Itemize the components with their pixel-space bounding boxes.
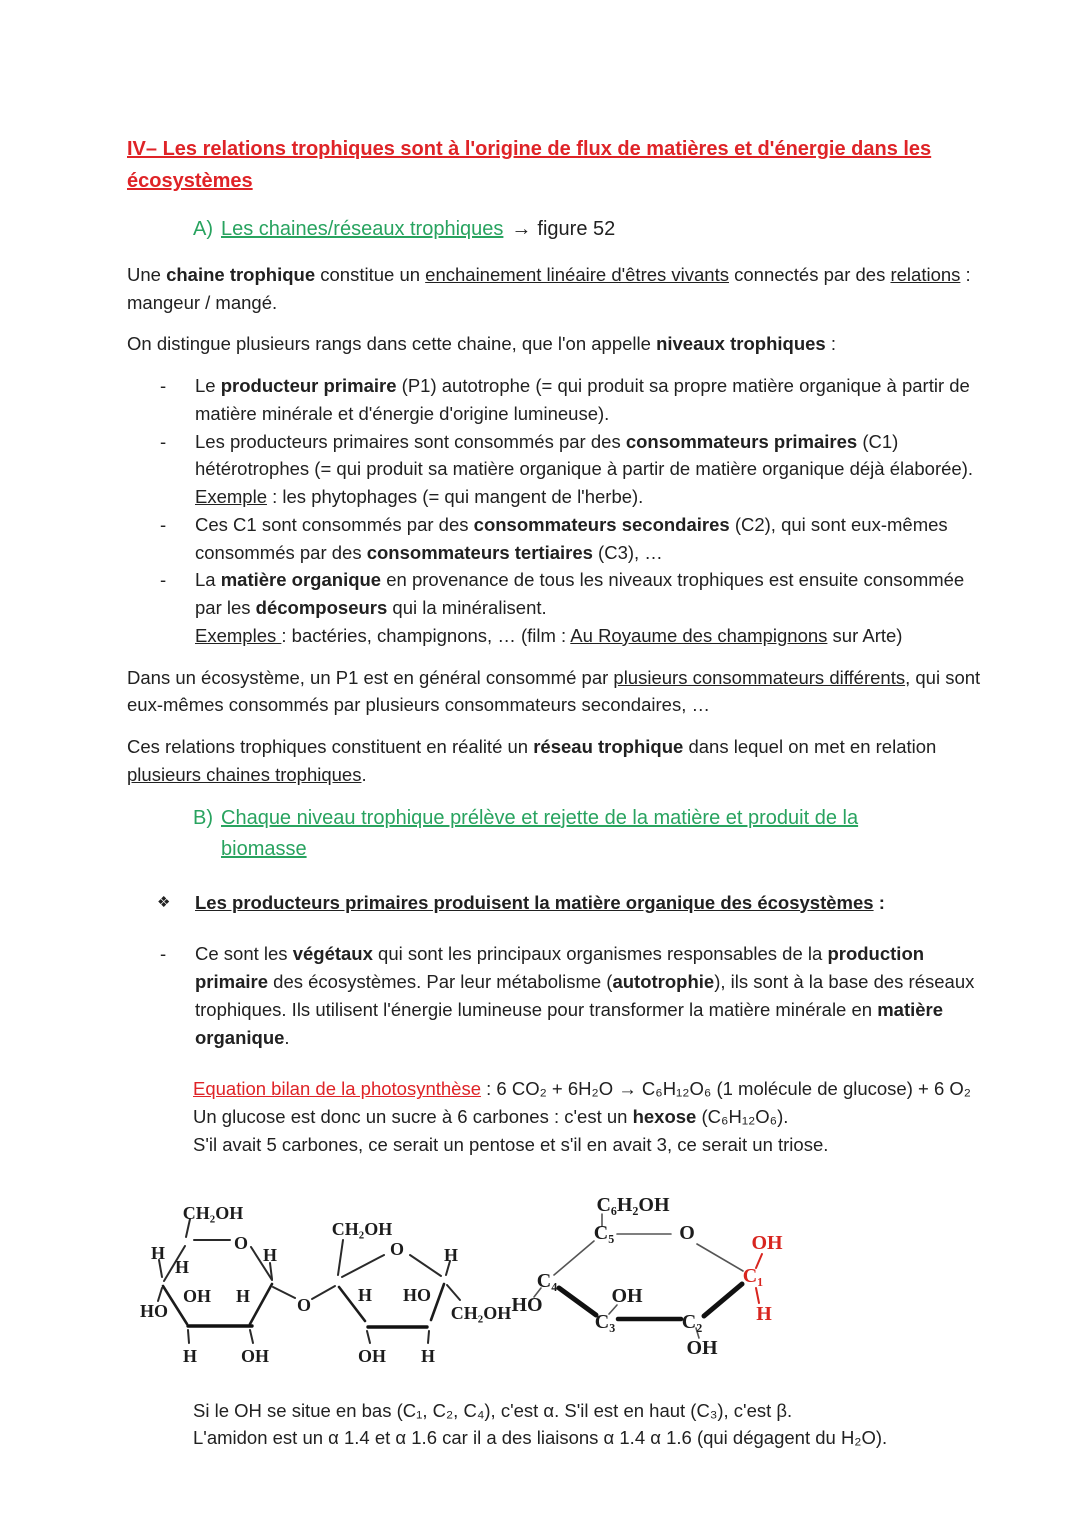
paragraph-chaine-trophique: Une chaine trophique constitue un enchainement linéaire d'êtres vivants connectés par des relations : mangeur / mangé. [127,263,971,313]
diamond-item-text: Les producteurs primaires produisent la matière organique des écosystèmes : [195,891,885,913]
label-c5: C₅ [593,1221,615,1244]
label-ring-o: O [233,1232,249,1253]
label-ho: HO [402,1284,432,1305]
label-ch2oh: CH₂OH [450,1302,512,1323]
label-ring-o: O [679,1221,695,1244]
equation-line: Equation bilan de la photosynthèse : 6 CO₂ + 6H₂O → C₆H₁₂O₆ (1 molécule de glucose) + 6 O₂ [193,1078,971,1100]
list-item-producteur-primaire: - Le producteur primaire (P1) autotrophe (= qui produit sa propre matière organique à partir de matière minérale et d'énergie d'origine lumineuse). [127,372,992,428]
photosynthesis-equation [193,1075,992,1158]
heading-a [193,214,992,245]
sucrose-structure-diagram [129,1187,529,1383]
trophic-levels-list [127,372,992,650]
list-item-dash: - [160,513,167,535]
label-c1-red: C₁ [742,1264,764,1287]
haworth-labels [511,1194,718,1359]
glucose-haworth-diagram [505,1187,815,1383]
label-oh: OH [182,1285,212,1306]
heading-a-text: Les chaines/réseaux trophiques → figure 52 [221,217,616,240]
label-oh-red: OH [751,1231,783,1254]
label-ch2oh: CH₂OH [182,1202,244,1223]
fructose-ring-labels [332,1219,511,1366]
paragraph-reseau-trophique: Ces relations trophiques constituent en réalité un réseau trophique dans lequel on met en relation plusieurs chaines trophiques. [127,736,937,785]
heading-a-figure-ref: figure 52 [537,217,616,240]
heading-b [193,803,992,865]
label-ring-o: O [389,1238,405,1259]
label-h: H [262,1244,278,1265]
label-oh: OH [686,1336,718,1359]
label-h: H [174,1256,190,1277]
haworth-bonds [534,1214,743,1338]
list-item-dash: - [160,943,167,965]
section-title-line1: IV– Les relations trophiques sont à l'origine de flux de matières et d'énergie dans les [127,138,932,160]
list-item-dash: - [160,569,167,591]
diamond-icon: ❖ [157,893,171,911]
heading-b-label: B) [193,806,213,829]
list-item-dash: - [160,375,167,397]
alpha-beta-line2: L'amidon est un α 1.4 et α 1.6 car il a des liaisons α 1.4 α 1.6 (qui dégagent du H₂O). [193,1427,888,1449]
label-h: H [150,1242,166,1263]
label-ho: HO [139,1300,169,1321]
diamond-bullet-item [127,889,992,917]
glycosidic-bonds [312,1286,335,1299]
label-h: H [357,1284,373,1305]
label-oh: OH [357,1345,387,1366]
label-c3: C₃ [594,1310,616,1333]
label-h-red: H [756,1302,772,1325]
label-c2: C₂ [681,1310,703,1333]
label-c4: C₄ [536,1269,558,1292]
paragraph-ecosysteme-p1: Dans un écosystème, un P1 est en général consommé par plusieurs consommateurs différents, qui sont eux-mêmes consommés par plusieurs consommateurs secondaires, … [127,666,981,716]
glucose-ring-bonds [158,1219,295,1343]
list-item-consommateurs-primaires: - Les producteurs primaires sont consommés par des consommateurs primaires (C1) hétérotrophes (= qui produit sa matière organique à partir de matière organique déjà élaborée). Exemple : les phytophages (= qui mangent de l'herbe). [127,428,992,511]
section-title-line2: écosystèmes [127,170,253,193]
label-ch2oh: CH₂OH [331,1218,393,1239]
alpha-beta-note [193,1397,992,1453]
list-item-vegetaux: - Ce sont les végétaux qui sont les principaux organismes responsables de la production primaire des écosystèmes. Par leur métabolisme (autotrophie), ils sont à la base des réseaux trophiques. Ils utilisent l'énergie lumineuse pour transformer la matière minérale en matière organique. [127,940,992,1051]
glucose-ring-labels [140,1203,277,1366]
list-item-decomposeurs: - La matière organique en provenance de tous les niveaux trophiques est ensuite consommée par les décomposeurs qui la minéralisent. Exemples : bactéries, champignons, … (film : Au Royaume des champignons sur Arte) [127,566,992,649]
label-oh: OH [240,1345,270,1366]
label-c6h2oh: C₆H₂OH [596,1193,670,1216]
hexose-line: Un glucose est donc un sucre à 6 carbones : c'est un hexose (C₆H₁₂O₆). [193,1106,789,1128]
alpha-beta-line1: Si le OH se situe en bas (C₁, C₂, C₄), c'est α. S'il est en haut (C₃), c'est β. [193,1399,793,1421]
heading-b-text: Chaque niveau trophique prélève et rejette de la matière et produit de la biomasse [221,806,859,860]
label-h: H [182,1345,198,1366]
paragraph-niveaux-trophiques: On distingue plusieurs rangs dans cette chaine, que l'on appelle niveaux trophiques : [127,333,836,355]
label-h: H [235,1285,251,1306]
arrow-icon: → [511,217,532,240]
label-ho: HO [511,1293,543,1316]
haworth-red-labels [743,1232,783,1325]
label-h: H [420,1345,436,1366]
section-title [127,133,992,198]
label-oh: OH [611,1284,643,1307]
list-item-consommateurs-secondaires: - Ces C1 sont consommés par des consommateurs secondaires (C2), qui sont eux-mêmes consommés par des consommateurs tertiaires (C3), … [127,511,992,567]
sugar-structures-figure [127,1187,992,1383]
label-h: H [443,1244,459,1265]
list-item-dash: - [160,430,167,452]
label-glycosidic-o: O [296,1294,312,1315]
heading-a-label: A) [193,217,213,240]
pentose-triose-line: S'il avait 5 carbones, ce serait un pentose et s'il en avait 3, ce serait un triose. [193,1133,829,1155]
